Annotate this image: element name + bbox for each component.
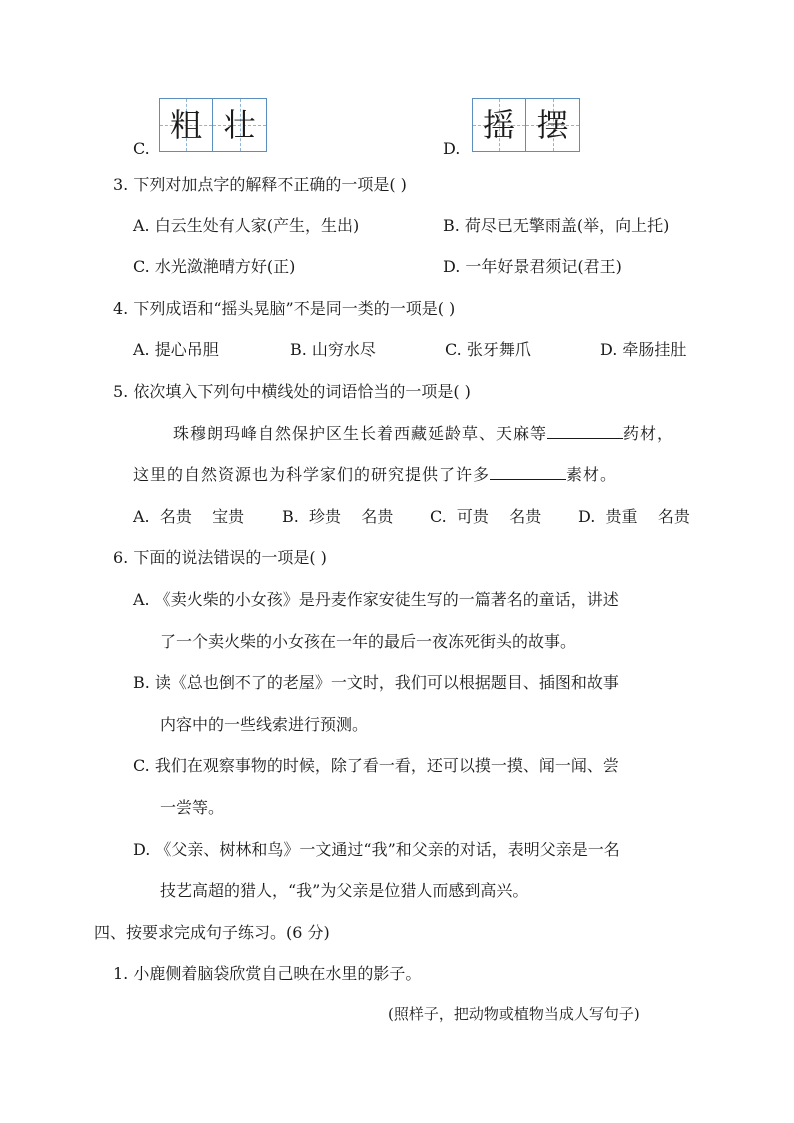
section-4-hint: (照样子，把动物或植物当成人写句子) — [388, 1005, 640, 1023]
q3-option-c: C. 水光潋滟晴方好(正) — [133, 257, 296, 276]
section-4-title: 四、按要求完成句子练习。(6 分) — [94, 923, 330, 942]
q6-option-b-line-1: B. 读《总也倒不了的老屋》一文时，我们可以根据题目、插图和故事 — [133, 673, 619, 692]
q5-line1-text: 珠穆朗玛峰自然保护区生长着西藏延龄草、天麻等 — [173, 424, 548, 443]
q6-option-a-line-2: 了一个卖火柴的小女孩在一年的最后一夜冻死街头的故事。 — [160, 632, 577, 651]
q5-line2-end: 素材。 — [566, 465, 618, 484]
grid-char: 壮 — [223, 106, 256, 144]
grid-cell — [472, 98, 526, 152]
q6-option-c-line-1: C. 我们在观察事物的时候，除了看一看，还可以摸一摸、闻一闻、尝 — [133, 756, 619, 775]
q5-stem: 5. 依次填入下列句中横线处的词语恰当的一项是( ) — [113, 382, 471, 401]
q4-option-c: C. 张牙舞爪 — [445, 340, 531, 359]
q4-option-a: A. 提心吊胆 — [133, 340, 219, 359]
q5-option-d: D. 贵重 名贵 — [578, 507, 690, 526]
grid-char: 摇 — [482, 106, 515, 144]
grid-cell — [213, 98, 267, 152]
q6-option-d-line-1: D. 《父亲、树林和鸟》一文通过“我”和父亲的对话，表明父亲是一名 — [133, 840, 620, 859]
grid-char: 摆 — [536, 106, 569, 144]
option-d-label: D. — [443, 139, 461, 158]
q3-stem: 3. 下列对加点字的解释不正确的一项是( ) — [113, 175, 407, 194]
q4-option-b: B. 山穷水尽 — [290, 340, 376, 359]
q5-blank-2 — [490, 465, 566, 480]
q4-option-d: D. 牵肠挂肚 — [600, 340, 687, 359]
option-c-label: C. — [133, 139, 150, 158]
option-d-grid — [472, 98, 580, 152]
q6-stem: 6. 下面的说法错误的一项是( ) — [113, 548, 327, 567]
grid-char: 粗 — [169, 106, 202, 144]
q6-option-a-line-1: A. 《卖火柴的小女孩》是丹麦作家安徒生写的一篇著名的童话，讲述 — [133, 590, 619, 609]
section-4-question-1: 1. 小鹿侧着脑袋欣赏自己映在水里的影子。 — [113, 964, 422, 983]
grid-cell — [159, 98, 213, 152]
option-c-grid — [159, 98, 267, 152]
q5-line2-text: 这里的自然资源也为科学家们的研究提供了许多 — [133, 465, 491, 484]
q6-option-b-line-2: 内容中的一些线索进行预测。 — [160, 715, 369, 734]
q5-option-b: B. 珍贵 名贵 — [282, 507, 394, 526]
q5-line1-end: 药材， — [623, 424, 675, 443]
q5-sentence-line-2 — [133, 462, 617, 485]
q5-sentence-line-1 — [173, 421, 674, 444]
q5-blank-1 — [547, 424, 623, 439]
q6-option-d-line-2: 技艺高超的猎人，“我”为父亲是位猎人而感到高兴。 — [160, 881, 529, 900]
grid-cell — [526, 98, 580, 152]
q6-option-c-line-2: 一尝等。 — [160, 798, 225, 817]
q3-option-a: A. 白云生处有人家(产生，生出) — [133, 216, 360, 235]
q3-option-b: B. 荷尽已无擎雨盖(举，向上托) — [443, 216, 670, 235]
q5-option-a: A. 名贵 宝贵 — [133, 507, 245, 526]
q4-stem: 4. 下列成语和“摇头晃脑”不是同一类的一项是( ) — [113, 299, 456, 318]
q3-option-d: D. 一年好景君须记(君王) — [443, 257, 622, 276]
q5-option-c: C. 可贵 名贵 — [430, 507, 542, 526]
